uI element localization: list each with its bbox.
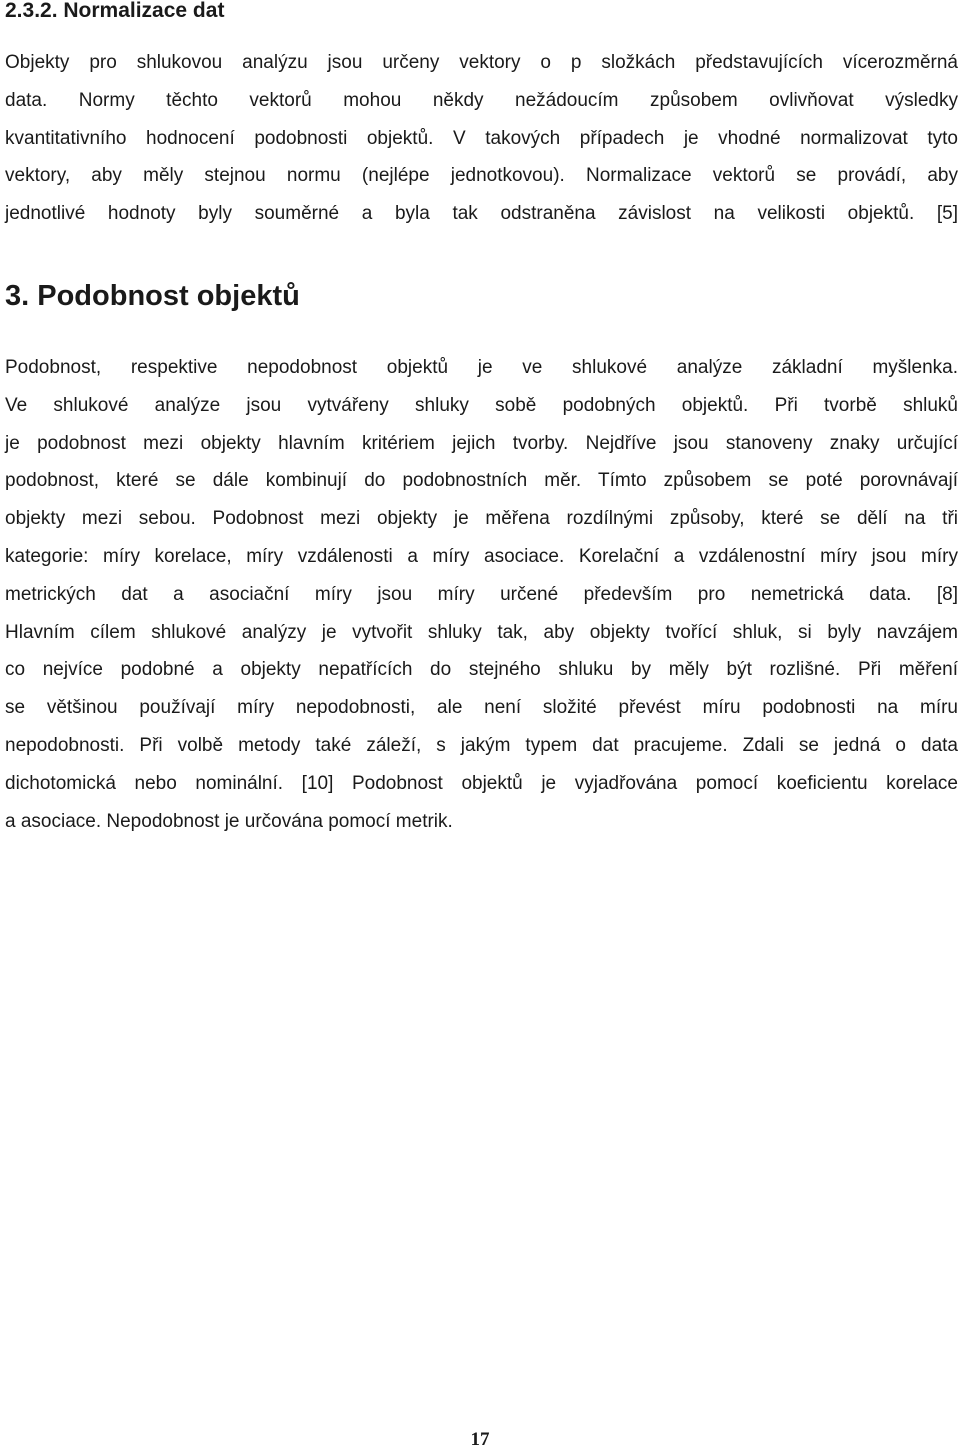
paragraph-similarity — [5, 349, 958, 840]
paragraph-line: podobnost, které se dále kombinují do podobnostních měr. Tímto způsobem se poté porovnávají — [5, 470, 958, 492]
paragraph-line: Podobnost, respektive nepodobnost objektů je ve shlukové analýze základní myšlenka. — [5, 357, 958, 378]
paragraph-line: Hlavním cílem shlukové analýzy je vytvořit shluky tak, aby objekty tvořící shluk, si byly navzájem — [5, 621, 958, 643]
paragraph-line: Ve shlukové analýze jsou vytvářeny shluky sobě podobných objektů. Při tvorbě shluků — [5, 394, 958, 416]
paragraph-line: a asociace. Nepodobnost je určována pomocí metrik. — [5, 810, 453, 832]
subsection-heading: 2.3.2. Normalizace dat — [5, 0, 225, 22]
paragraph-line: Objekty pro shlukovou analýzu jsou určeny vektory o p složkách představujících vícerozměrná — [5, 52, 958, 73]
paragraph-line: dichotomická nebo nominální. [10] Podobnost objektů je vyjadřována pomocí koeficientu korelace — [5, 772, 958, 794]
paragraph-line: je podobnost mezi objekty hlavním kritériem jejich tvorby. Nejdříve jsou stanoveny znaky určující — [5, 432, 958, 454]
paragraph-line: co nejvíce podobné a objekty nepatřících do stejného shluku by měly být rozlišné. Při měření — [5, 659, 958, 681]
paragraph-normalization — [5, 44, 958, 233]
paragraph-line: data. Normy těchto vektorů mohou někdy nežádoucím způsobem ovlivňovat výsledky — [5, 89, 958, 111]
paragraph-line: jednotlivé hodnoty byly souměrné a byla tak odstraněna závislost na velikosti objektů. [5] — [5, 203, 958, 225]
paragraph-line: se většinou používají míry nepodobnosti, ale není složité převést míru podobnosti na míru — [5, 697, 958, 719]
paragraph-line: objekty mezi sebou. Podobnost mezi objekty je měřena rozdílnými způsoby, které se dělí na tři — [5, 508, 958, 530]
paragraph-line: kvantitativního hodnocení podobnosti objektů. V takových případech je vhodné normalizovat tyto — [5, 127, 958, 149]
page-number: 17 — [470, 1429, 490, 1450]
section-heading: 3. Podobnost objektů — [5, 280, 300, 312]
paragraph-line: metrických dat a asociační míry jsou míry určené především pro nemetrická data. [8] — [5, 583, 958, 605]
paragraph-line: vektory, aby měly stejnou normu (nejlépe jednotkovou). Normalizace vektorů se provádí, aby — [5, 165, 958, 187]
paragraph-line: nepodobnosti. Při volbě metody také záleží, s jakým typem dat pracujeme. Zdali se jedná o data — [5, 734, 958, 756]
paragraph-line: kategorie: míry korelace, míry vzdálenosti a míry asociace. Korelační a vzdálenostní míry jsou míry — [5, 545, 958, 567]
